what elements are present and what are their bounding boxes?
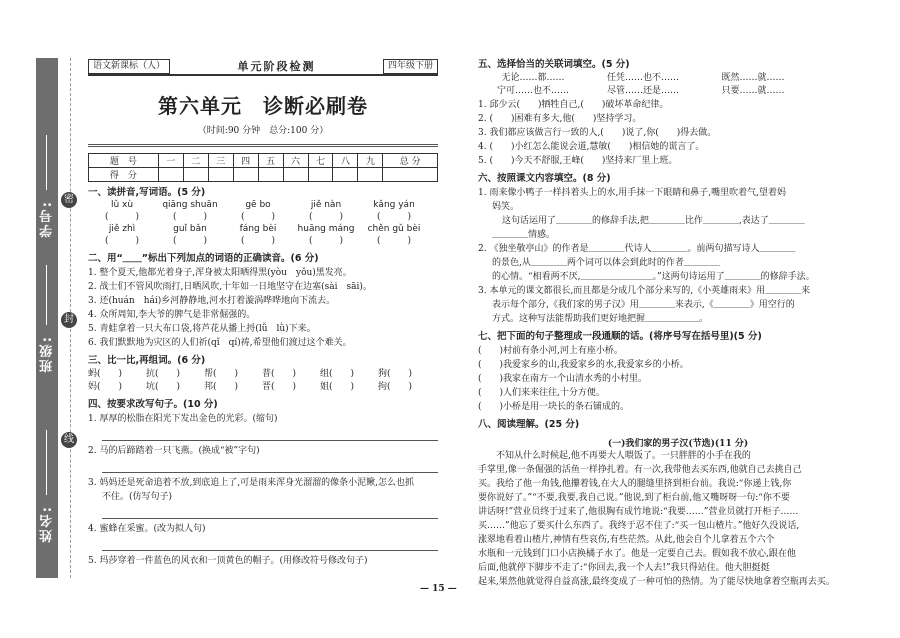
grade-badge: 四年级下册	[383, 59, 438, 74]
conjunction-option: 只要……就……	[721, 86, 785, 96]
pinyin-text: fáng bèi	[239, 224, 277, 234]
word-pair-blank[interactable]: 晋( )	[262, 382, 297, 392]
score-header-cell: 八	[333, 154, 358, 168]
answer-blank[interactable]: ( )	[172, 236, 208, 246]
student-id-field[interactable]	[46, 135, 47, 190]
question-text: 3. 我们都应该做言行一致的人,( )说了,你( )得去做。	[478, 128, 717, 138]
question-text: 方式。这种写法能帮助我们更好地把握＿＿＿＿＿＿。	[492, 314, 709, 324]
word-pair-blank[interactable]: 帮( )	[204, 369, 239, 379]
question-text: 2. ( )困难有多大,他( )坚持学习。	[478, 114, 642, 124]
word-pair-blank[interactable]: 蚂( )	[88, 369, 123, 379]
right-page	[478, 58, 878, 589]
question-text: 2. 战士们不管风吹雨打,日晒风吹,十年如一日地坚守在边塞(sài sāi)。	[88, 282, 372, 292]
score-input-cell[interactable]	[183, 168, 208, 182]
answer-blank[interactable]: ( )	[240, 236, 276, 246]
score-input-cell[interactable]	[233, 168, 258, 182]
question-text: 4. ( )小红怎么能说会道,慧敏( )相信她的谎言了。	[478, 142, 705, 152]
answer-blank[interactable]: ( )	[104, 212, 140, 222]
answer-blank[interactable]: ( )	[376, 212, 412, 222]
score-input-cell[interactable]	[308, 168, 333, 182]
section-6-heading: 六、按照课文内容填空。(8 分)	[478, 173, 611, 184]
answer-blank[interactable]: ( )	[308, 236, 344, 246]
passage-line: 后面,他就停下脚步不走了:“你回去,我一个人去!”我只得站住。他大胆挺挺	[478, 563, 770, 573]
score-input-cell[interactable]	[383, 168, 438, 182]
word-pair-blank[interactable]: 妈( )	[88, 382, 123, 392]
score-input-cell[interactable]	[333, 168, 358, 182]
ordering-item: ( )村前有条小河,河上有座小桥。	[478, 346, 623, 356]
question-text: 3. 妈妈还是死命追着不放,到底追上了,可是雨来浑身光溜溜的像条小泥鳅,怎么也抓	[88, 478, 415, 488]
question-text: 1. 整个夏天,他都光着身子,浑身被太阳晒得黑(yòu yǒu)黑发亮。	[88, 268, 352, 278]
score-header-cell: 七	[308, 154, 333, 168]
score-header-cell: 九	[358, 154, 383, 168]
section-8-heading: 八、阅读理解。(25 分)	[478, 419, 580, 430]
word-pair-blank[interactable]: 坑( )	[146, 382, 181, 392]
reading-title: (一)我们家的男子汉(节选)(11 分)	[607, 439, 749, 449]
conjunction-option: 无论……都……	[501, 73, 565, 83]
divider	[88, 144, 438, 147]
conjunction-option: 尽管……还是……	[606, 86, 679, 96]
ordering-item: ( )小桥是用一块长的条石铺成的。	[478, 402, 630, 412]
word-pair-blank[interactable]: 狗( )	[378, 369, 413, 379]
answer-blank[interactable]: ( )	[308, 212, 344, 222]
pinyin-text: qiāng shuān	[162, 200, 218, 210]
student-id-label: 学号:	[40, 200, 55, 238]
score-input-cell[interactable]	[208, 168, 233, 182]
score-header-cell: 三	[208, 154, 233, 168]
score-header-cell: 五	[258, 154, 283, 168]
question-text: 6. 我们默默地为灾区的人们祈(qǐ qí)祷,希望他们渡过这个难关。	[88, 338, 352, 348]
section-4-heading: 四、按要求改写句子。(10 分)	[88, 399, 218, 410]
word-pair-blank[interactable]: 抗( )	[146, 369, 181, 379]
ordering-item: ( )人们来来往往,十分方便。	[478, 388, 605, 398]
question-text: 2. 《独坐敬亭山》的作者是＿＿＿＿代诗人＿＿＿＿。前两句描写诗人＿＿＿＿	[478, 244, 796, 254]
question-text: 2. 马的后蹄踏着一只飞燕。(换成“被”字句)	[88, 446, 260, 456]
section-1-heading: 一、读拼音,写词语。(5 分)	[88, 187, 206, 198]
seal-mark: 封	[61, 312, 77, 328]
page-header	[88, 58, 438, 76]
question-text: 表示每个部分,《我们家的男子汉》用＿＿＿＿来表示,《＿＿＿＿》用空行的	[492, 300, 795, 310]
answer-line[interactable]	[102, 428, 438, 441]
score-header-cell: 总 分	[383, 154, 438, 168]
score-input-cell[interactable]	[258, 168, 283, 182]
name-label: 姓名:	[40, 505, 55, 543]
time-note: （时间:90 分钟 总分:100 分）	[197, 126, 329, 136]
question-text: 4. 众所周知,李大爷的脾气是非常倔强的。	[88, 310, 256, 320]
class-label: 班级:	[40, 335, 55, 373]
section-7-heading: 七、把下面的句子整理成一段通顺的话。(将序号写在括号里)(5 分)	[478, 331, 762, 342]
answer-blank[interactable]: ( )	[172, 212, 208, 222]
pinyin-text: guǐ bǎn	[173, 224, 207, 234]
page-number: — 15 —	[420, 584, 457, 594]
question-text: 5. 青蛙拿着一只大布口袋,将芦花从播上捋(lǚ lǜ)下来。	[88, 324, 316, 334]
conjunction-option: 任凭……也不……	[606, 73, 679, 83]
pinyin-text: gē bo	[245, 200, 271, 210]
answer-line[interactable]	[102, 538, 438, 551]
word-pair-blank[interactable]: 姐( )	[320, 382, 355, 392]
score-input-cell[interactable]	[358, 168, 383, 182]
passage-line: 不知从什么时候起,他不再要大人喂饭了。一只胖胖的小手在我的	[496, 451, 751, 461]
page-title: 第六单元 诊断必刷卷	[158, 94, 368, 118]
question-text: 这句话运用了＿＿＿＿的修辞手法,把＿＿＿＿比作＿＿＿＿,表达了＿＿＿＿	[502, 216, 805, 226]
answer-blank[interactable]: ( )	[104, 236, 140, 246]
question-text: 妈笑。	[492, 202, 520, 212]
class-field[interactable]	[46, 265, 47, 325]
header-title: 单元阶段检测	[237, 60, 316, 73]
answer-blank[interactable]: ( )	[376, 236, 412, 246]
passage-line: 要你说好了。”“不要,我要,我自己说。”他说,到了柜台前,他又嘴呀呀一句:“你不要	[478, 493, 790, 503]
passage-line: 讲话呀!”营业员终于过来了,他很胸有成竹地说:“我要……”营业员就打开柜子……	[478, 507, 799, 517]
passage-line: 起来,果然他就觉得自益高涨,最终变成了一种可怕的热情。为了能尽快地拿着空瓶再去买。	[478, 577, 835, 587]
section-5-heading: 五、选择恰当的关联词填空。(5 分)	[478, 59, 630, 70]
score-header-cell: 四	[233, 154, 258, 168]
score-header-cell: 二	[183, 154, 208, 168]
pinyin-text: lǔ xù	[110, 200, 134, 210]
passage-line: 涨翠地看着山楂片,神情有些哀伤,有些茫然。从此,他会自个儿拿着五个六个	[478, 535, 775, 545]
word-pair-blank[interactable]: 拘( )	[378, 382, 413, 392]
question-text: 的心情。“相看两不厌,＿＿＿＿＿＿＿＿。”这两句诗运用了＿＿＿＿的修辞手法。	[492, 272, 815, 282]
pinyin-text: kǎng yán	[373, 200, 415, 210]
word-pair-blank[interactable]: 组( )	[320, 369, 355, 379]
question-text: 3. 本单元的课文都很长,而且都是分成几个部分来写的,《小英雄雨来》用＿＿＿＿来	[478, 286, 811, 296]
left-page	[88, 58, 438, 568]
question-text: 5. ( )今天不舒服,王峰( )坚持来厂里上班。	[478, 156, 678, 166]
section-2-heading: 二、用“＿＿”标出下列加点的词语的正确读音。(6 分)	[88, 253, 319, 264]
pinyin-text: huāng máng	[297, 224, 355, 234]
conjunction-option: 宁可……也不……	[496, 86, 569, 96]
passage-line: 手掌里,像一条倔强的活鱼一样挣扎着。有一次,我带他去买东西,他就自己去挑自己	[478, 465, 802, 475]
passage-line: 水瓶和一元钱到门口小店换橘子水了。他是一定要自己去。假如我不放心,跟在他	[478, 549, 796, 559]
ordering-item: ( )我爱家乡的山,我爱家乡的水,我爱家乡的小桥。	[478, 360, 689, 370]
answer-line[interactable]	[102, 460, 438, 473]
question-text: 4. 蜜蜂在采蜜。(改为拟人句)	[88, 524, 206, 534]
passage-line: 买……”他忘了要买什么东西了。我终于忍不住了:“买一包山楂片。”他好久没说话,	[478, 521, 800, 531]
word-pair-blank[interactable]: 邦( )	[204, 382, 239, 392]
section-3-heading: 三、比一比,再组词。(6 分)	[88, 355, 206, 366]
question-text: 3. 还(huán hái)乡河静静地,河水打着漩涡哗哗地向下流去。	[88, 296, 336, 306]
pinyin-text: jiě zhì	[108, 224, 136, 234]
passage-line: 买。我给了他一角钱,他攥着钱,在大人的腿缝里挤到柜台前。我说:“你递上钱,你	[478, 479, 792, 489]
ordering-item: ( )我家在南方一个山清水秀的小村里。	[478, 374, 648, 384]
question-text: 5. 玛莎穿着一件蓝色的风衣和一顶黄色的帽子。(用修改符号修改句子)	[88, 556, 368, 566]
binding-strip	[36, 58, 58, 578]
question-text: ＿＿＿＿情感。	[492, 230, 556, 240]
seal-mark: 密	[61, 192, 77, 208]
conjunction-option: 既然……就……	[721, 73, 785, 83]
score-input-cell[interactable]	[283, 168, 308, 182]
question-text: 1. 厚厚的松脂在阳光下发出金色的光彩。(缩句)	[88, 414, 278, 424]
seal-mark: 线	[61, 432, 77, 448]
score-header-cell: 题 号	[89, 154, 159, 168]
score-input-cell[interactable]	[158, 168, 183, 182]
answer-line[interactable]	[102, 506, 438, 519]
question-text: 的景色,从＿＿＿＿两个词可以体会到此时的作者＿＿＿＿	[492, 258, 720, 268]
question-text: 1. 邱少云( )牺牲自己,( )破坏革命纪律。	[478, 100, 669, 110]
subject-badge: 语文新课标（人）	[88, 59, 170, 74]
question-text: 1. 雨来像小鸭子一样抖着头上的水,用手抹一下眼睛和鼻子,嘴里吹着气,望着妈	[478, 188, 787, 198]
pinyin-text: jiě nàn	[310, 200, 342, 210]
pinyin-text: chěn gǔ bèi	[367, 224, 421, 234]
score-header-cell: 六	[283, 154, 308, 168]
score-table	[88, 153, 438, 182]
word-pair-blank[interactable]: 普( )	[262, 369, 297, 379]
name-field[interactable]	[46, 430, 47, 495]
question-text: 不住。(仿写句子)	[102, 492, 173, 502]
answer-blank[interactable]: ( )	[240, 212, 276, 222]
score-header-cell: 一	[158, 154, 183, 168]
score-label-cell: 得 分	[89, 168, 159, 182]
